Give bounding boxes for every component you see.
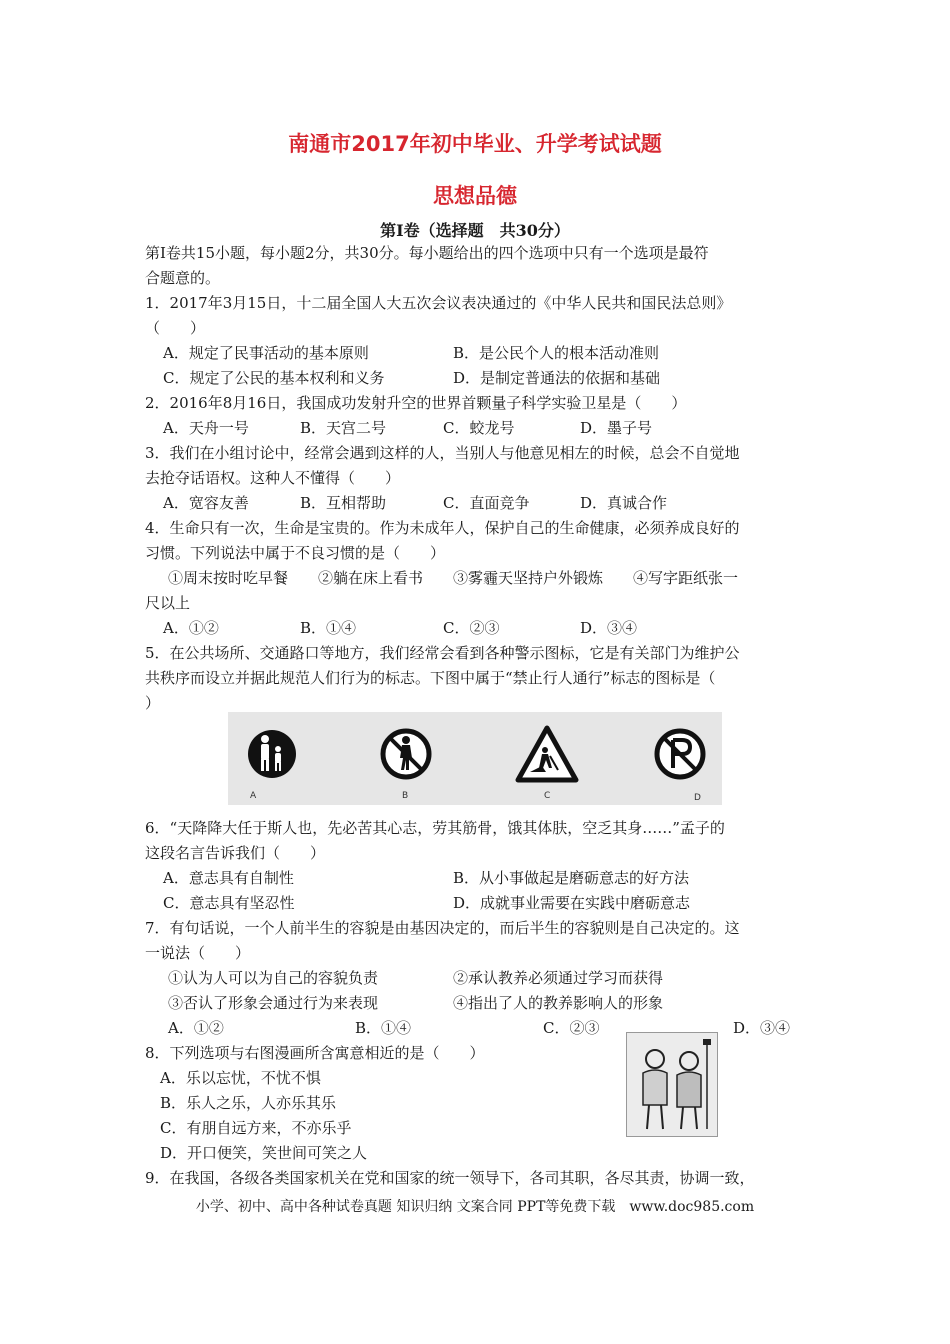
question-1-option-d: D．是制定普通法的依据和基础 bbox=[453, 369, 661, 387]
section-intro: 第Ⅰ卷共15小题，每小题2分，共30分。每小题给出的四个选项中只有一个选项是最符 bbox=[145, 244, 709, 262]
question-8-option-b: B．乐人之乐，人亦乐其乐 bbox=[160, 1094, 337, 1112]
question-4-stem: 4．生命只有一次，生命是宝贵的。作为未成年人，保护自己的生命健康，必须养成良好的 bbox=[145, 519, 740, 537]
subject-title: 思想品德 bbox=[433, 184, 517, 208]
question-4-items: 尺以上 bbox=[145, 594, 191, 612]
question-5-stem: 共秩序而设立并据此规范人们行为的标志。下图中属于“禁止行人通行”标志的图标是（ bbox=[145, 669, 716, 687]
question-1-option-b: B．是公民个人的根本活动准则 bbox=[453, 344, 660, 362]
no-parking-sign-icon bbox=[648, 722, 718, 802]
road-work-sign-icon bbox=[512, 722, 582, 802]
question-2-stem: 2．2016年8月16日，我国成功发射升空的世界首颗量子科学实验卫星是（ ） bbox=[145, 394, 687, 412]
question-8-option-d: D．开口便笑，笑世间可笑之人 bbox=[160, 1144, 368, 1162]
question-5-stem: ） bbox=[145, 694, 161, 712]
question-6-stem: 6．“天降降大任于斯人也，先必苦其心志，劳其筋骨，饿其体肤，空乏其身……”孟子的 bbox=[145, 819, 725, 837]
question-5-stem: 5．在公共场所、交通路口等地方，我们经常会看到各种警示图标，它是有关部门为维护公 bbox=[145, 644, 740, 662]
sign-label-a: A bbox=[250, 791, 257, 801]
sign-label-b: B bbox=[402, 791, 409, 801]
pedestrian-sign-icon bbox=[242, 722, 312, 802]
question-6-option-b: B．从小事做起是磨砺意志的好方法 bbox=[453, 869, 690, 887]
question-1-stem: （ ） bbox=[145, 319, 206, 337]
question-8-option-c: C．有朋自远方来，不亦乐乎 bbox=[160, 1119, 352, 1137]
question-8-stem: 8．下列选项与右图漫画所含寓意相近的是（ ） bbox=[145, 1044, 485, 1062]
section-intro: 合题意的。 bbox=[145, 269, 221, 287]
question-3-option-b: B．互相帮助 bbox=[300, 494, 387, 512]
question-2-option-d: D．墨子号 bbox=[580, 419, 653, 437]
question-4-option-d: D．③④ bbox=[580, 619, 638, 637]
two-people-cartoon-icon bbox=[627, 1033, 717, 1136]
exam-title: 南通市2017年初中毕业、升学考试试题 bbox=[288, 132, 662, 156]
question-7-stem: 一说法（ ） bbox=[145, 944, 251, 962]
question-7-option-d: D．③④ bbox=[733, 1019, 791, 1037]
question-7-item: ③否认了形象会通过行为来表现 bbox=[168, 994, 379, 1012]
warning-signs-image bbox=[228, 712, 722, 805]
sign-label-c: C bbox=[544, 791, 551, 801]
question-4-stem: 习惯。下列说法中属于不良习惯的是（ ） bbox=[145, 544, 446, 562]
question-6-option-c: C．意志具有坚忍性 bbox=[163, 894, 295, 912]
question-3-option-c: C．直面竞争 bbox=[443, 494, 530, 512]
question-1-option-a: A．规定了民事活动的基本原则 bbox=[163, 344, 369, 362]
no-pedestrian-sign-icon bbox=[376, 722, 446, 802]
cartoon-image bbox=[626, 1032, 718, 1137]
question-2-option-b: B．天宫二号 bbox=[300, 419, 387, 437]
question-4-option-a: A．①② bbox=[163, 619, 219, 637]
question-4-items: ①周末按时吃早餐 ②躺在床上看书 ③雾霾天坚持户外锻炼 ④写字距纸张一 bbox=[168, 569, 739, 587]
question-4-option-c: C．②③ bbox=[443, 619, 500, 637]
question-3-stem: 3．我们在小组讨论中，经常会遇到这样的人，当别人与他意见相左的时候，总会不自觉地 bbox=[145, 444, 740, 462]
footer-note: 小学、初中、高中各种试卷真题 知识归纳 文案合同 PPT等免费下载 www.doc985.com bbox=[195, 1199, 755, 1215]
question-7-item: ②承认教养必须通过学习而获得 bbox=[453, 969, 664, 987]
question-3-stem: 去抢夺话语权。这种人不懂得（ ） bbox=[145, 469, 401, 487]
question-3-option-a: A．宽容友善 bbox=[163, 494, 249, 512]
question-1-stem: 1．2017年3月15日，十二届全国人大五次会议表决通过的《中华人民共和国民法总则》 bbox=[145, 294, 732, 312]
question-3-option-d: D．真诚合作 bbox=[580, 494, 668, 512]
question-2-option-c: C．蛟龙号 bbox=[443, 419, 515, 437]
question-6-option-d: D．成就事业需要在实践中磨砺意志 bbox=[453, 894, 691, 912]
section-title: 第Ⅰ卷（选择题 共30分） bbox=[380, 221, 570, 240]
sign-label-d: D bbox=[694, 793, 701, 802]
question-1-option-c: C．规定了公民的基本权利和义务 bbox=[163, 369, 385, 387]
question-7-option-a: A．①② bbox=[168, 1019, 224, 1037]
question-7-stem: 7．有句话说，一个人前半生的容貌是由基因决定的，而后半生的容貌则是自己决定的。这 bbox=[145, 919, 740, 937]
question-6-stem: 这段名言告诉我们（ ） bbox=[145, 844, 326, 862]
question-4-option-b: B．①④ bbox=[300, 619, 357, 637]
question-6-option-a: A．意志具有自制性 bbox=[163, 869, 294, 887]
question-8-option-a: A．乐以忘忧，不忧不惧 bbox=[160, 1069, 321, 1087]
question-2-option-a: A．天舟一号 bbox=[163, 419, 249, 437]
question-7-item: ①认为人可以为自己的容貌负责 bbox=[168, 969, 379, 987]
question-9-stem: 9．在我国，各级各类国家机关在党和国家的统一领导下，各司其职，各尽其责，协调一致， bbox=[145, 1169, 755, 1187]
question-7-item: ④指出了人的教养影响人的形象 bbox=[453, 994, 664, 1012]
question-7-option-c: C．②③ bbox=[543, 1019, 600, 1037]
question-7-option-b: B．①④ bbox=[355, 1019, 412, 1037]
